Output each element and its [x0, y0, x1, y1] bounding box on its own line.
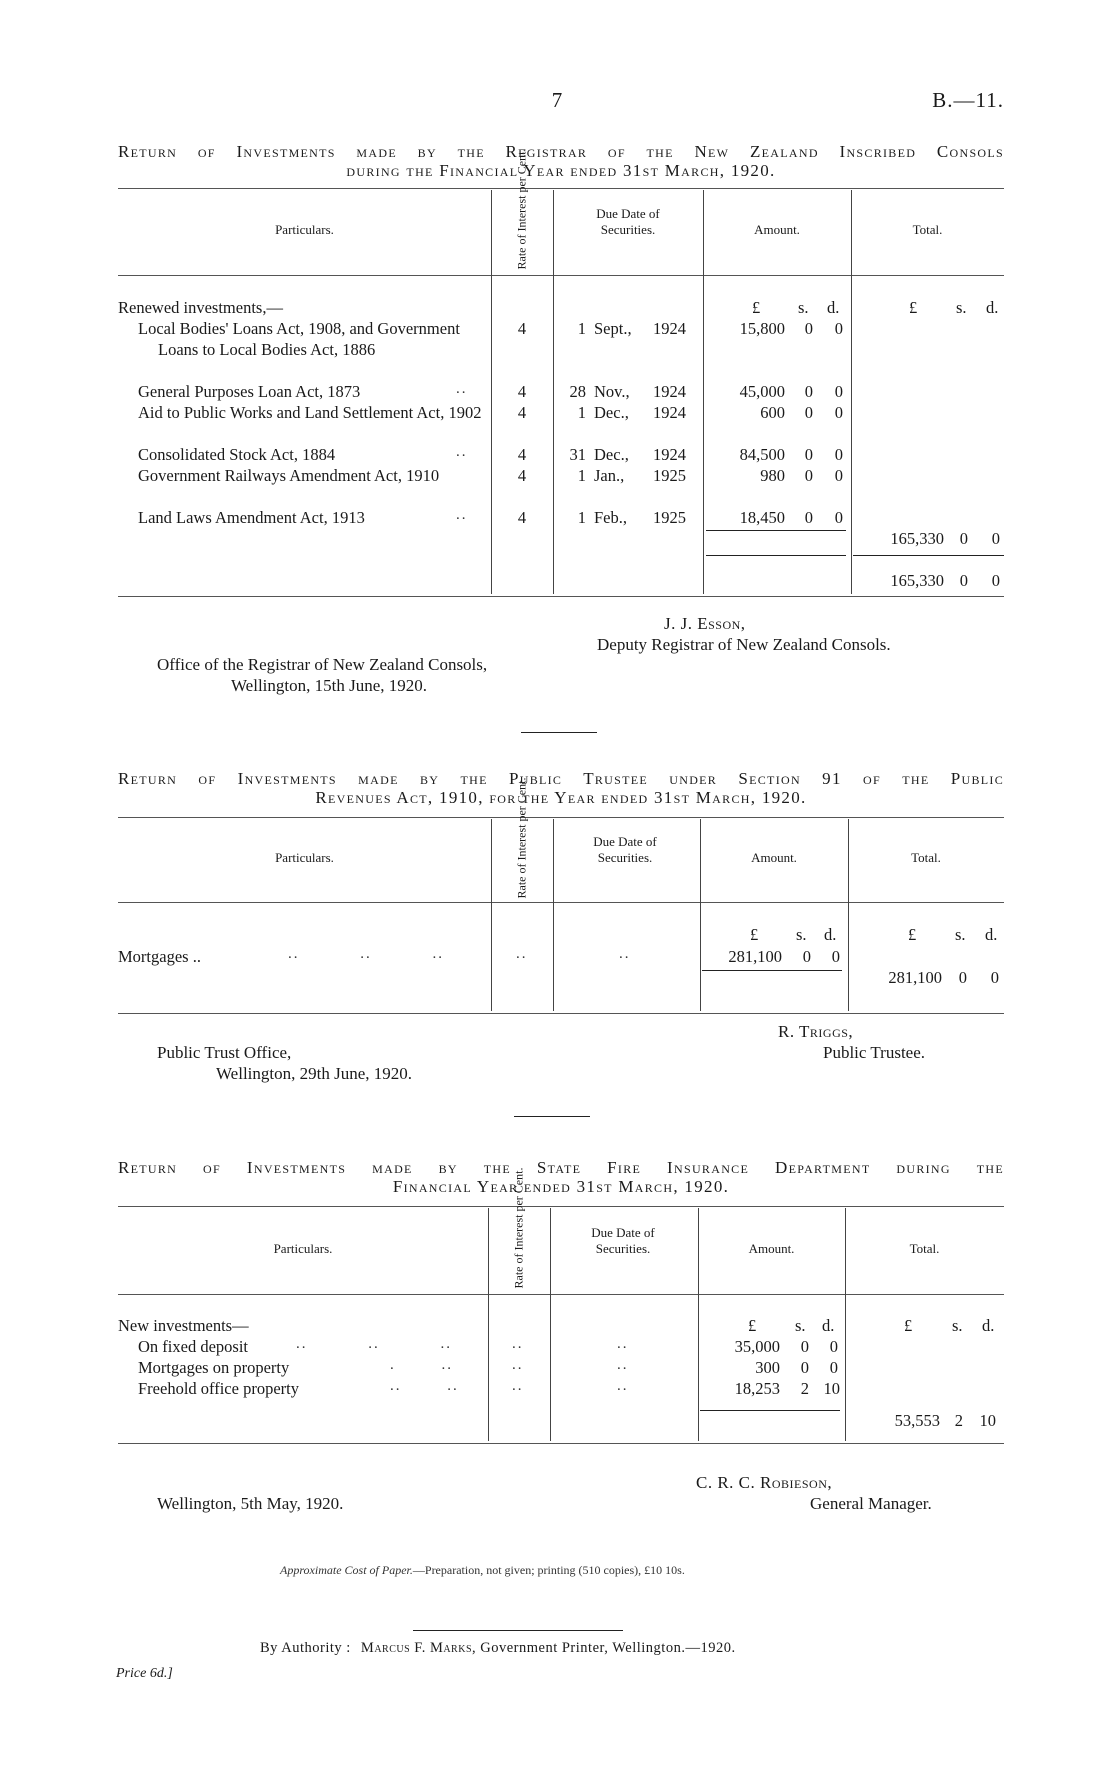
grand-total-shillings: 0	[959, 571, 968, 590]
section2-title	[118, 769, 1004, 807]
leader-dots: ..	[456, 381, 468, 397]
header-due-date: Due Date of Securities.	[596, 206, 660, 237]
total-rule	[702, 970, 842, 971]
total-pound-sign: £	[904, 1316, 913, 1335]
row-due-day: 31	[569, 445, 586, 464]
row-pounds: 35,000	[734, 1337, 780, 1356]
section3-office-date: Wellington, 5th May, 1920.	[157, 1494, 344, 1513]
total-pence: 0	[990, 968, 999, 987]
section3-title-line2: Financial Year ended 31st March, 1920.	[392, 1177, 730, 1196]
row-due-month: Sept.,	[594, 319, 632, 338]
grand-total-pence: 0	[991, 571, 1000, 590]
table-bottom-rule	[118, 596, 1004, 597]
leader-dots: ..	[512, 1336, 524, 1352]
column-divider	[488, 1208, 489, 1441]
section2-office-date: Wellington, 29th June, 1920.	[216, 1064, 413, 1083]
total-pence: 10	[979, 1411, 996, 1430]
table-top-rule	[118, 1206, 1004, 1207]
total-s-heading: s.	[952, 1316, 963, 1335]
header-total: Total.	[912, 222, 943, 237]
row-particular: Mortgages ..	[118, 947, 201, 966]
total-pounds: 53,553	[894, 1411, 940, 1430]
row-pounds: 980	[760, 466, 785, 485]
cost-text: —Preparation, not given; printing (510 copies), £10 10s.	[412, 1563, 685, 1577]
row-particular: Freehold office property	[138, 1379, 299, 1398]
row-due-month: Nov.,	[594, 382, 630, 401]
amount-d-heading: d.	[824, 925, 837, 944]
row-particular: Consolidated Stock Act, 1884	[138, 445, 336, 464]
row-pence: 0	[834, 319, 843, 338]
section1-title-line1: Return of Investments made by the Registrar of the New Zealand Inscribed Consols	[118, 142, 1004, 161]
section1-office-date: Wellington, 15th June, 1920.	[231, 676, 428, 695]
row-due-year: 1925	[653, 466, 686, 485]
leader-dots: ..	[456, 507, 468, 523]
row-due-day: 28	[569, 382, 586, 401]
row-pence: 0	[829, 1358, 838, 1377]
row-pence: 0	[834, 445, 843, 464]
column-divider	[703, 190, 704, 594]
row-rate: 4	[517, 403, 527, 422]
row-shillings: 0	[804, 466, 813, 485]
header-amount: Amount.	[748, 1241, 795, 1256]
row-particular: Land Laws Amendment Act, 1913	[138, 508, 365, 527]
row-shillings: 2	[800, 1379, 809, 1398]
total-rule	[853, 555, 1004, 556]
subtotal-rule	[706, 530, 846, 531]
subtotal-pence: 0	[991, 529, 1000, 548]
section2-title-line1: Return of Investments made by the Public Trustee under Section 91 of the Public	[118, 769, 1004, 788]
section3-signatory-title: General Manager.	[810, 1494, 932, 1513]
row-rate: 4	[517, 466, 527, 485]
row-due-year: 1924	[653, 319, 686, 338]
amount-s-heading: s.	[798, 298, 809, 317]
header-particulars: Particulars.	[275, 850, 334, 865]
page-number: 7	[551, 88, 563, 112]
table-header-rule	[118, 275, 1004, 276]
row-pounds: 18,253	[734, 1379, 780, 1398]
section3-signatory: C. R. C. Robieson,	[696, 1473, 833, 1492]
leader-dots: .. .. ..	[296, 1336, 452, 1352]
leader-dots: ..	[617, 1336, 629, 1352]
authority-name: Marcus F. Marks	[360, 1640, 473, 1656]
leader-dots: ..	[456, 444, 468, 460]
column-divider	[848, 819, 849, 1011]
row-due-day: 1	[577, 508, 586, 527]
table-bottom-rule	[118, 1443, 1004, 1444]
total-pounds: 281,100	[888, 968, 942, 987]
section2-signatory: R. Triggs,	[778, 1022, 854, 1041]
row-rate: 4	[517, 445, 527, 464]
section1-signatory: J. J. Esson,	[664, 614, 746, 633]
leader-dots: ..	[512, 1378, 524, 1394]
row-pence: 0	[834, 403, 843, 422]
header-due-date: Due Date of Securities.	[593, 834, 657, 865]
row-pounds: 45,000	[739, 382, 785, 401]
row-shillings: 0	[802, 947, 811, 966]
leader-dots: ..	[619, 946, 631, 962]
row-particular: General Purposes Loan Act, 1873	[138, 382, 361, 401]
section1-title	[118, 142, 1004, 180]
row-shillings: 0	[800, 1358, 809, 1377]
total-rule	[706, 555, 846, 556]
leader-dots: .. ..	[390, 1378, 459, 1394]
leader-dots: ..	[516, 946, 528, 962]
row-due-year: 1924	[653, 403, 686, 422]
amount-d-heading: d.	[827, 298, 840, 317]
amount-d-heading: d.	[822, 1316, 835, 1335]
row-pence: 0	[831, 947, 840, 966]
total-rule	[700, 1410, 840, 1411]
row-rate: 4	[517, 382, 527, 401]
document-reference: B.—11.	[932, 88, 1004, 112]
row-shillings: 0	[804, 382, 813, 401]
authority-prefix: By Authority :	[260, 1640, 351, 1656]
row-shillings: 0	[800, 1337, 809, 1356]
total-d-heading: d.	[986, 298, 999, 317]
row-rate: 4	[517, 319, 527, 338]
total-d-heading: d.	[985, 925, 998, 944]
row-shillings: 0	[804, 319, 813, 338]
row-pounds: 281,100	[728, 947, 782, 966]
header-rate: Rate of Interest per Cent.	[511, 1167, 526, 1289]
header-amount: Amount.	[754, 222, 800, 237]
total-pound-sign: £	[909, 298, 918, 317]
total-s-heading: s.	[955, 925, 966, 944]
section3-title	[118, 1158, 1004, 1196]
section1-title-line2: during the Financial Year ended 31st March, 1920.	[346, 161, 776, 180]
header-rate: Rate of Interest per Cent.	[514, 148, 529, 270]
row-due-day: 1	[577, 403, 586, 422]
row-due-month: Feb.,	[594, 508, 627, 527]
column-divider	[553, 819, 554, 1011]
header-amount: Amount.	[751, 850, 797, 865]
header-particulars: Particulars.	[273, 1241, 333, 1256]
leader-dots: ..	[512, 1357, 524, 1373]
row-due-month: Dec.,	[594, 403, 629, 422]
total-pound-sign: £	[908, 925, 917, 944]
row-due-year: 1924	[653, 382, 686, 401]
leader-dots: .. .. ..	[288, 946, 444, 962]
cost-label: Approximate Cost of Paper.	[280, 1563, 413, 1577]
row-particular: Mortgages on property	[138, 1358, 290, 1377]
leader-dots: . ..	[390, 1357, 453, 1373]
header-rate: Rate of Interest per Cent.	[514, 777, 529, 899]
header-particulars: Particulars.	[275, 222, 334, 237]
row-pounds: 15,800	[739, 319, 785, 338]
row-pence: 0	[834, 382, 843, 401]
section2-office: Public Trust Office,	[157, 1043, 292, 1062]
grand-total-pounds: 165,330	[890, 571, 944, 590]
total-shillings: 2	[954, 1411, 963, 1430]
section1-signatory-title: Deputy Registrar of New Zealand Consols.	[597, 635, 891, 654]
total-s-heading: s.	[956, 298, 967, 317]
amount-s-heading: s.	[796, 925, 807, 944]
row-particular: Local Bodies' Loans Act, 1908, and Government Loans to Local Bodies Act, 1886	[138, 319, 460, 359]
table-bottom-rule	[118, 1013, 1004, 1014]
table-top-rule	[118, 817, 1004, 818]
row-shillings: 0	[804, 445, 813, 464]
total-d-heading: d.	[982, 1316, 995, 1335]
group-label: New investments—	[118, 1316, 249, 1335]
section1-office: Office of the Registrar of New Zealand Consols,	[157, 655, 488, 674]
column-divider	[491, 819, 492, 1011]
row-due-day: 1	[577, 319, 586, 338]
header-due-date: Due Date of Securities.	[591, 1225, 655, 1256]
row-particular: Government Railways Amendment Act, 1910	[138, 466, 440, 485]
section2-title-line2: Revenues Act, 1910, for the Year ended 31st March, 1920.	[315, 788, 807, 807]
section2-signatory-title: Public Trustee.	[823, 1043, 926, 1062]
leader-dots: ..	[617, 1357, 629, 1373]
amount-pound-sign: £	[752, 298, 761, 317]
price: Price 6d.]	[116, 1666, 173, 1681]
column-divider	[553, 190, 554, 594]
section-separator	[521, 732, 597, 733]
row-pounds: 600	[760, 403, 785, 422]
subtotal-shillings: 0	[959, 529, 968, 548]
row-pence: 10	[823, 1379, 840, 1398]
row-shillings: 0	[804, 508, 813, 527]
authority-rule	[413, 1630, 623, 1631]
row-pounds: 18,450	[739, 508, 785, 527]
header-total: Total.	[909, 1241, 940, 1256]
header-total: Total.	[911, 850, 941, 865]
row-pounds: 84,500	[739, 445, 785, 464]
total-shillings: 0	[958, 968, 967, 987]
printer-authority	[260, 1640, 736, 1657]
row-due-month: Jan.,	[594, 466, 625, 485]
table-header-rule	[118, 1294, 1004, 1295]
subtotal-pounds: 165,330	[890, 529, 944, 548]
section-separator	[514, 1116, 590, 1117]
row-pence: 0	[829, 1337, 838, 1356]
amount-pound-sign: £	[750, 925, 759, 944]
row-due-month: Dec.,	[594, 445, 629, 464]
row-due-year: 1925	[653, 508, 686, 527]
cost-note	[280, 1563, 685, 1578]
column-divider	[700, 819, 701, 1011]
group-label: Renewed investments,—	[118, 298, 283, 317]
amount-pound-sign: £	[748, 1316, 757, 1335]
column-divider	[550, 1208, 551, 1441]
table-top-rule	[118, 188, 1004, 189]
row-particular: Aid to Public Works and Land Settlement Act, 1902	[138, 403, 482, 422]
table-header-rule	[118, 902, 1004, 903]
row-pence: 0	[834, 508, 843, 527]
amount-s-heading: s.	[795, 1316, 806, 1335]
row-rate: 4	[517, 508, 527, 527]
row-particular: On fixed deposit	[138, 1337, 248, 1356]
row-due-year: 1924	[653, 445, 686, 464]
row-due-day: 1	[577, 466, 586, 485]
authority-suffix: , Government Printer, Wellington.—1920.	[472, 1640, 736, 1656]
row-pounds: 300	[755, 1358, 780, 1377]
row-shillings: 0	[804, 403, 813, 422]
section3-title-line1: Return of Investments made by the State Fire Insurance Department during the	[118, 1158, 1004, 1177]
row-pence: 0	[834, 466, 843, 485]
leader-dots: ..	[617, 1378, 629, 1394]
